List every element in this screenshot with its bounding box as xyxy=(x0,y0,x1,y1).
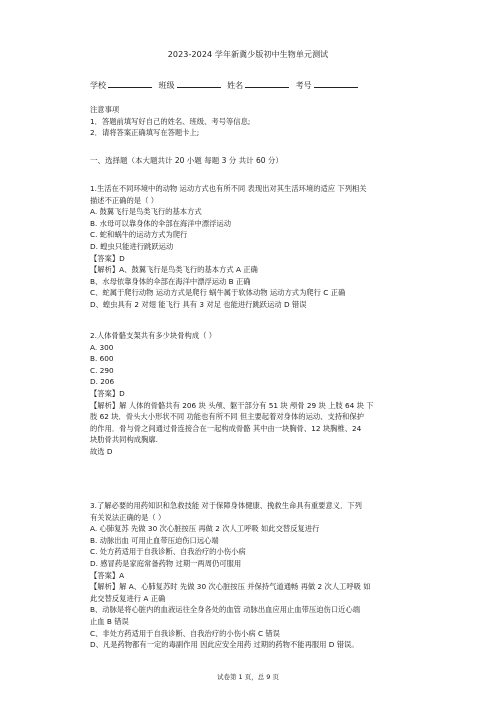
analysis-line: 此交替反复进行 A 正确 xyxy=(90,593,166,603)
notice-block xyxy=(90,104,420,139)
option-d: D. 206 xyxy=(90,377,115,387)
notice-item: 1．答题前填写好自己的姓名、班级、考号等信息; xyxy=(90,116,251,126)
analysis-line: C、蛇属于爬行动物 运动方式是爬行 蜗牛属于软体动物 运动方式为爬行 C 正确 xyxy=(90,288,346,298)
class-blank[interactable] xyxy=(177,80,221,88)
analysis-line: B、水母依靠身体的伞部在海洋中漂浮运动 B 正确 xyxy=(90,276,251,286)
class-label: 班级 xyxy=(158,81,175,90)
question-line: 描述不正确的是（ ） xyxy=(90,195,158,205)
document-title: 2023-2024 学年新冀少版初中生物单元测试 xyxy=(167,50,329,59)
analysis-line: 【解析】解 人体的骨骼共有 206 块 头颅、躯干部分有 51 块 颅骨 29 块 上肢 64 块 下 xyxy=(90,400,374,410)
question-3 xyxy=(90,500,420,651)
analysis-line: B、动脉是将心脏内的血液运往全身各处的血管 动脉出血应用止血带压迫伤口近心端 xyxy=(90,605,361,615)
section-title: 一、选择题（本大题共计 20 小题 每题 3 分 共计 60 分） xyxy=(90,156,283,165)
option-b: B. 动脉出血 可用止血带压迫伤口远心端 xyxy=(90,535,219,545)
analysis-line: 块肋骨共同构成胸廓. xyxy=(90,435,158,445)
analysis-line: 【解析】A、鼓翼飞行是鸟类飞行的基本方式 A 正确 xyxy=(90,265,258,275)
analysis-line: 【解析】解 A、心肺复苏时 先做 30 次心脏按压 并保持气道通畅 再做 2 次人工呼吸 如 xyxy=(90,582,371,592)
school-label: 学校 xyxy=(90,81,106,90)
name-label: 姓名 xyxy=(227,81,244,90)
option-a: A. 鼓翼飞行是鸟类飞行的基本方式 xyxy=(90,207,202,217)
school-blank[interactable] xyxy=(108,80,152,88)
option-b: B. 600 xyxy=(90,354,114,364)
page-footer: 试卷第 1 页，总 9 页 xyxy=(216,673,280,681)
option-c: C. 290 xyxy=(90,365,114,375)
student-info-line xyxy=(90,80,362,91)
question-line: 1.生活在不同环境中的动物 运动方式也有所不同 表现出对其生活环境的适应 下列相关 xyxy=(90,184,367,193)
option-d: D. 蝗虫只能进行跳跃运动 xyxy=(90,241,174,251)
analysis-line: D、蝗虫具有 2 对翅 能飞行 具有 3 对足 也能进行跳跃运动 D 错误 xyxy=(90,299,307,309)
analysis-line: C、非处方药适用于自我诊断、自我治疗的小伤小病 C 错误 xyxy=(90,628,280,638)
analysis-line: 肢 62 块．骨头大小形状不同 功能也有所不同 但主要起着对身体的运动、支持和保护 xyxy=(90,412,364,422)
answer-line: 【答案】A xyxy=(90,570,125,580)
question-line: 3.了解必要的用药知识和急救技能 对于保障身体健康、挽救生命具有重要意义．下列 xyxy=(90,501,362,510)
option-d: D. 感冒药是家庭常备药物 过期一两周仍可服用 xyxy=(90,558,242,568)
analysis-line: 的作用．骨与骨之间通过骨连接合在一起构成骨骼 其中由一块胸骨、12 块胸椎、24 xyxy=(90,423,362,433)
answer-line: 【答案】D xyxy=(90,388,125,398)
name-blank[interactable] xyxy=(245,80,289,88)
analysis-line: D、凡是药物都有一定的毒副作用 因此应安全用药 过期的药物不能再服用 D 错误。 xyxy=(90,640,359,650)
option-a: A. 300 xyxy=(90,342,114,352)
answer-line: 【答案】D xyxy=(90,253,125,263)
question-2 xyxy=(90,330,420,458)
notice-heading: 注意事项 xyxy=(90,105,120,114)
notice-item: 2．请将答案正确填写在答题卡上; xyxy=(90,128,200,138)
exam-no-blank[interactable] xyxy=(314,80,358,88)
option-a: A. 心肺复苏 先做 30 次心脏按压 再做 2 次人工呼吸 如此交替反复进行 xyxy=(90,524,320,534)
option-c: C. 蛇和蜗牛的运动方式为爬行 xyxy=(90,230,188,240)
option-c: C. 处方药适用于自我诊断、自我治疗的小伤小病 xyxy=(90,547,246,557)
section-heading xyxy=(90,155,420,167)
question-line: 有关说法正确的是（ ） xyxy=(90,512,166,522)
question-line: 2.人体骨骼支架共有多少块骨构成（ ） xyxy=(90,331,217,340)
question-1 xyxy=(90,183,420,311)
exam-no-label: 考号 xyxy=(295,81,312,90)
analysis-line: 故选 D xyxy=(90,446,113,456)
analysis-line: 止血 B 错误 xyxy=(90,616,129,626)
option-b: B. 水母可以靠身体的伞部在海洋中漂浮运动 xyxy=(90,218,231,228)
